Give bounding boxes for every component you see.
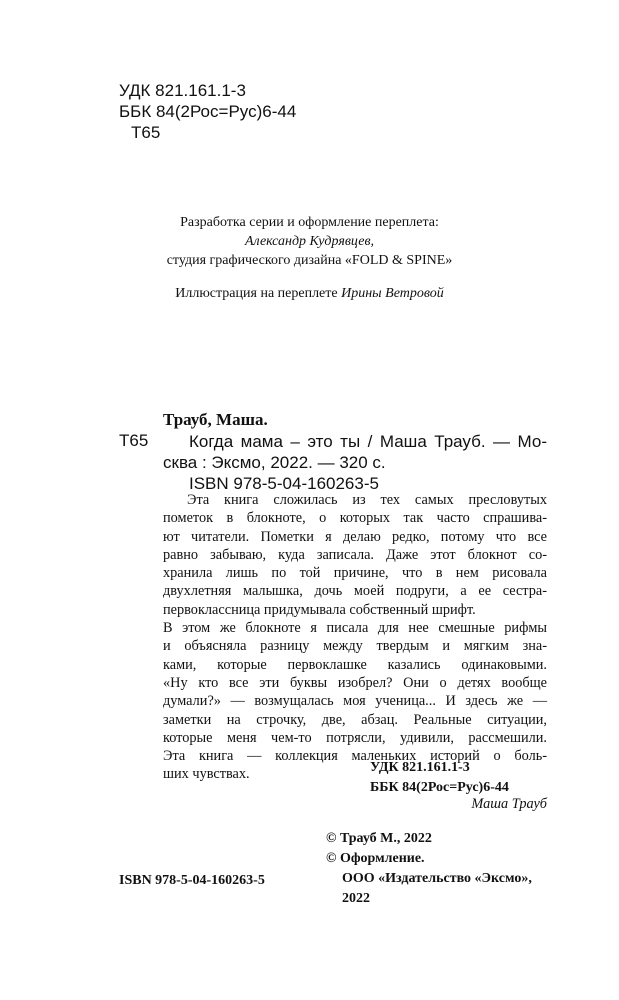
illustration-label: Иллюстрация на переплете [175, 286, 338, 301]
series-design-label: Разработка серии и оформление переплета: [180, 215, 439, 230]
studio-name: студия графического дизайна «FOLD & SPINE» [166, 253, 453, 268]
author-heading: Трауб, Маша. [163, 410, 268, 429]
annotation-signature: Маша Трауб [471, 795, 547, 812]
annotation-line: заметки на строчку, две, абзац. Реальные ситуации, [163, 711, 547, 728]
annotation-line: первоклассница придумывала собственный шрифт. [163, 601, 476, 618]
udk-code-bottom: УДК 821.161.1-3 [370, 760, 470, 775]
annotation-line: Эта книга сложилась из тех самых пресловутых [187, 492, 547, 508]
annotation-line: ками, которые первоклашке казались одинаковыми. [163, 656, 547, 673]
bbk-code-bottom: ББК 84(2Рос=Рус)6-44 [370, 780, 509, 795]
annotation-line: ют читатели. Пометки я делаю редко, потому что все [163, 528, 547, 545]
title-line-2: сква : Эксмо, 2022. — 320 с. [163, 453, 386, 472]
bibliographic-cipher: Т65 [119, 431, 149, 450]
copyright-publisher: ООО «Издательство «Эксмо», [342, 871, 532, 886]
illustrator-name: Ирины Ветровой [341, 286, 444, 301]
copyright-design: © Оформление. [326, 851, 425, 866]
annotation-line: В этом же блокноте я писала для нее смешные рифмы [163, 620, 547, 637]
annotation-line: хранила лишь по той причине, что в нем рисовала [163, 565, 547, 582]
copyright-block [326, 829, 532, 909]
copyright-author: © Трауб М., 2022 [326, 831, 432, 846]
author-cipher: Т65 [131, 123, 161, 142]
annotation-line: ших чувствах. [163, 766, 250, 783]
classification-block-top [119, 80, 296, 143]
annotation-line: равно забываю, куда записала. Даже этот блокнот со- [163, 546, 547, 563]
illustration-credit [0, 284, 619, 303]
isbn-bottom: ISBN 978-5-04-160263-5 [119, 873, 265, 888]
designer-name: Александр Кудрявцев, [244, 234, 375, 249]
classification-block-bottom [370, 758, 509, 798]
annotation-line: Эта книга — коллекция маленьких историй о боль- [163, 748, 547, 765]
copyright-year: 2022 [342, 891, 370, 906]
title-line-1: Когда мама – это ты / Маша Трауб. — Мо- [189, 432, 547, 451]
annotation-line: и объясняла разницу между твердым и мягким зна- [163, 638, 547, 655]
annotation-line: думали?» — возмущалась моя ученица... И здесь же — [163, 693, 547, 710]
annotation-line: которые меня чем-то потрясли, удивили, рассмешили. [163, 729, 547, 746]
bbk-code: ББК 84(2Рос=Рус)6-44 [119, 102, 297, 121]
annotation-line: пометок в блокноте, о которых так часто спрашива- [163, 510, 547, 527]
isbn-record: ISBN 978-5-04-160263-5 [189, 474, 379, 493]
credits-block [0, 213, 619, 303]
udk-code: УДК 821.161.1-3 [119, 81, 246, 100]
annotation-line: двухлетняя малышка, дочь моей подруги, а ее сестра- [163, 583, 547, 600]
annotation-line: «Ну кто все эти буквы изобрел? Они о детях вообще [163, 674, 547, 691]
